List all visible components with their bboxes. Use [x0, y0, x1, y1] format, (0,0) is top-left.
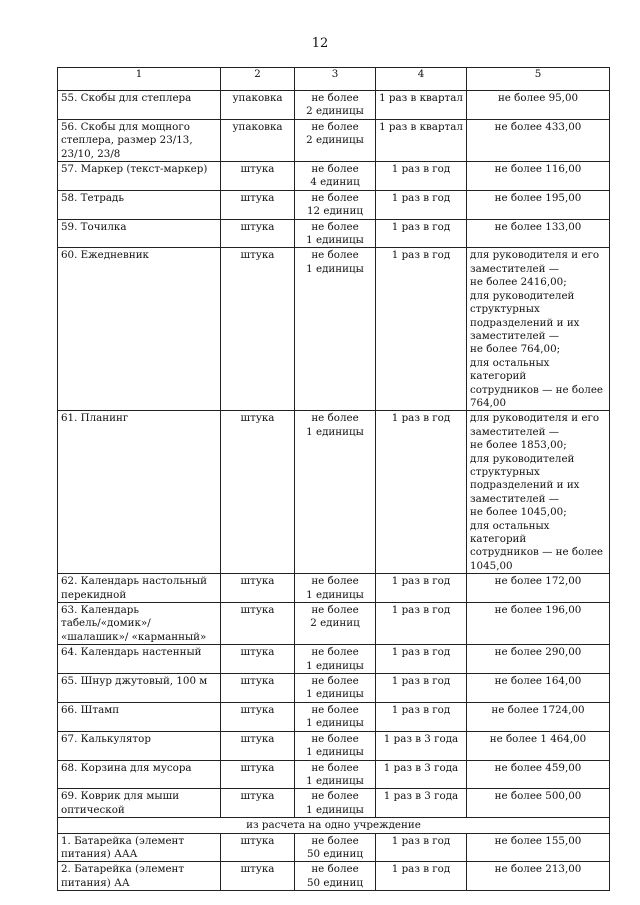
quantity-cell: не более 50 единиц [295, 833, 376, 862]
item-name-cell: 66. Штамп [58, 702, 221, 731]
frequency-cell: 1 раз в год [376, 219, 467, 248]
frequency-cell: 1 раз в год [376, 574, 467, 603]
frequency-cell: 1 раз в год [376, 248, 467, 411]
price-cell: не более 133,00 [467, 219, 610, 248]
quantity-cell: не более 12 единиц [295, 190, 376, 219]
price-cell: не более 500,00 [467, 789, 610, 818]
item-name-cell: 63. Календарь табель/«домик»/ «шалашик»/ «карманный» [58, 603, 221, 645]
quantity-cell: не более 2 единицы [295, 91, 376, 120]
table-row [58, 574, 610, 603]
price-cell: не более 433,00 [467, 119, 610, 161]
item-name-cell: 56. Скобы для мощного степлера, размер 23/13, 23/10, 23/8 [58, 119, 221, 161]
unit-cell: штука [221, 674, 295, 703]
table-row [58, 119, 610, 161]
column-number: 3 [295, 68, 376, 91]
table-row [58, 91, 610, 120]
table-row [58, 862, 610, 891]
quantity-cell: не более 1 единицы [295, 645, 376, 674]
frequency-cell: 1 раз в год [376, 411, 467, 574]
frequency-cell: 1 раз в год [376, 645, 467, 674]
frequency-cell: 1 раз в 3 года [376, 789, 467, 818]
table-row [58, 162, 610, 191]
item-name-cell: 1. Батарейка (элемент питания) ААА [58, 833, 221, 862]
unit-cell: штука [221, 411, 295, 574]
item-name-cell: 58. Тетрадь [58, 190, 221, 219]
item-name-cell: 65. Шнур джутовый, 100 м [58, 674, 221, 703]
price-cell: не более 164,00 [467, 674, 610, 703]
unit-cell: штука [221, 574, 295, 603]
unit-cell: штука [221, 645, 295, 674]
frequency-cell: 1 раз в год [376, 674, 467, 703]
item-name-cell: 57. Маркер (текст-маркер) [58, 162, 221, 191]
frequency-cell: 1 раз в квартал [376, 91, 467, 120]
price-cell: не более 95,00 [467, 91, 610, 120]
table-row [58, 645, 610, 674]
table-row [58, 411, 610, 574]
table-row [58, 702, 610, 731]
price-cell: не более 196,00 [467, 603, 610, 645]
item-name-cell: 61. Планинг [58, 411, 221, 574]
page-number: 12 [311, 36, 329, 51]
item-name-cell: 69. Коврик для мыши оптической [58, 789, 221, 818]
quantity-cell: не более 1 единицы [295, 731, 376, 760]
frequency-cell: 1 раз в год [376, 190, 467, 219]
unit-cell: штука [221, 789, 295, 818]
section-title: из расчета на одно учреждение [58, 818, 610, 833]
item-name-cell: 67. Калькулятор [58, 731, 221, 760]
quantity-cell: не более 2 единиц [295, 603, 376, 645]
quantity-cell: не более 1 единицы [295, 789, 376, 818]
item-name-cell: 62. Календарь настольный перекидной [58, 574, 221, 603]
quantity-cell: не более 50 единиц [295, 862, 376, 891]
unit-cell: штука [221, 603, 295, 645]
price-cell: для руководителя и его заместителей — не более 1853,00; для руководителей структурных подразделений и их заместителей — не более 1045,00; для остальных категорий сотрудников — не более 1045,00 [467, 411, 610, 574]
unit-cell: штука [221, 862, 295, 891]
frequency-cell: 1 раз в квартал [376, 119, 467, 161]
frequency-cell: 1 раз в 3 года [376, 760, 467, 789]
norms-table [57, 67, 610, 891]
price-cell: не более 290,00 [467, 645, 610, 674]
quantity-cell: не более 1 единицы [295, 411, 376, 574]
frequency-cell: 1 раз в 3 года [376, 731, 467, 760]
price-cell: не более 213,00 [467, 862, 610, 891]
table-row [58, 674, 610, 703]
quantity-cell: не более 4 единиц [295, 162, 376, 191]
column-number: 1 [58, 68, 221, 91]
price-cell: не более 195,00 [467, 190, 610, 219]
quantity-cell: не более 1 единицы [295, 702, 376, 731]
quantity-cell: не более 1 единицы [295, 574, 376, 603]
quantity-cell: не более 1 единицы [295, 760, 376, 789]
quantity-cell: не более 1 единицы [295, 248, 376, 411]
unit-cell: штука [221, 731, 295, 760]
column-number-row [58, 68, 610, 91]
table-row [58, 190, 610, 219]
unit-cell: штука [221, 702, 295, 731]
item-name-cell: 55. Скобы для степлера [58, 91, 221, 120]
price-cell: не более 459,00 [467, 760, 610, 789]
frequency-cell: 1 раз в год [376, 833, 467, 862]
item-name-cell: 60. Ежедневник [58, 248, 221, 411]
price-cell: не более 116,00 [467, 162, 610, 191]
item-name-cell: 59. Точилка [58, 219, 221, 248]
unit-cell: штука [221, 248, 295, 411]
price-cell: не более 1724,00 [467, 702, 610, 731]
unit-cell: упаковка [221, 119, 295, 161]
price-cell: не более 172,00 [467, 574, 610, 603]
table-row [58, 731, 610, 760]
table-row [58, 789, 610, 818]
unit-cell: штука [221, 760, 295, 789]
frequency-cell: 1 раз в год [376, 603, 467, 645]
table-row [58, 833, 610, 862]
price-cell: для руководителя и его заместителей — не более 2416,00; для руководителей структурных подразделений и их заместителей — не более 764,00; для остальных категорий сотрудников — не более 764,00 [467, 248, 610, 411]
item-name-cell: 64. Календарь настенный [58, 645, 221, 674]
item-name-cell: 2. Батарейка (элемент питания) АА [58, 862, 221, 891]
column-number: 4 [376, 68, 467, 91]
section-row [58, 818, 610, 833]
quantity-cell: не более 1 единицы [295, 219, 376, 248]
unit-cell: штука [221, 219, 295, 248]
frequency-cell: 1 раз в год [376, 702, 467, 731]
frequency-cell: 1 раз в год [376, 862, 467, 891]
column-number: 5 [467, 68, 610, 91]
table-row [58, 603, 610, 645]
table-row [58, 219, 610, 248]
unit-cell: штука [221, 833, 295, 862]
table-row [58, 760, 610, 789]
frequency-cell: 1 раз в год [376, 162, 467, 191]
column-number: 2 [221, 68, 295, 91]
unit-cell: штука [221, 162, 295, 191]
price-cell: не более 1 464,00 [467, 731, 610, 760]
table-row [58, 248, 610, 411]
quantity-cell: не более 2 единицы [295, 119, 376, 161]
quantity-cell: не более 1 единицы [295, 674, 376, 703]
unit-cell: упаковка [221, 91, 295, 120]
item-name-cell: 68. Корзина для мусора [58, 760, 221, 789]
unit-cell: штука [221, 190, 295, 219]
price-cell: не более 155,00 [467, 833, 610, 862]
